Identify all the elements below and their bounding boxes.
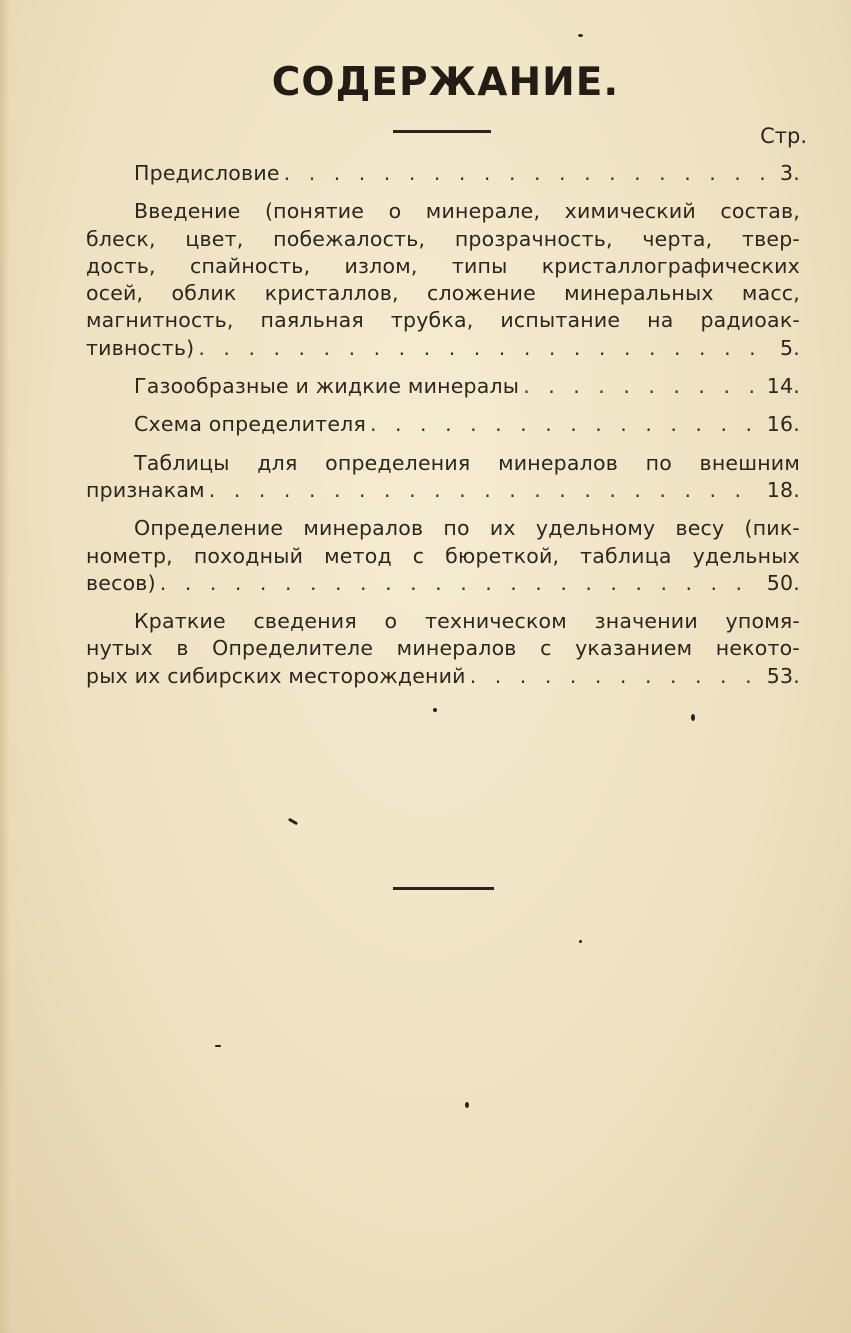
toc-entry[interactable] [86, 198, 800, 362]
dot-leader [284, 160, 764, 187]
table-of-contents [86, 160, 800, 701]
dot-leader [209, 477, 761, 504]
toc-entry[interactable] [86, 160, 800, 187]
toc-entry-text-line: нометр, походный метод с бюреткой, таблица удельных [86, 543, 800, 568]
toc-entry-text-line: дость, спайность, излом, типы кристаллографических [86, 253, 800, 278]
toc-entry-text-line: Определение минералов по их удельному весу (пик- [134, 516, 800, 541]
toc-entry-page: 5. [780, 335, 800, 360]
toc-entry-title: весов) [86, 570, 156, 595]
toc-entry-text-line: нутых в Определителе минералов с указанием некото- [86, 636, 800, 661]
toc-entry-text-line: Введение (понятие о минерале, химический состав, [134, 199, 800, 224]
toc-entry-text-line: осей, облик кристаллов, сложение минеральных масс, [86, 281, 800, 306]
toc-entry[interactable] [86, 450, 800, 505]
toc-entry-text-line: Таблицы для определения минералов по внешним [134, 450, 800, 475]
paper-speck [465, 1102, 469, 1108]
paper-speck [691, 714, 695, 721]
toc-entry-page: 14. [766, 374, 800, 399]
paper-speck [579, 940, 582, 943]
toc-entry-page: 18. [766, 477, 800, 502]
toc-entry-page: 3. [780, 161, 800, 185]
dot-leader [470, 663, 761, 690]
dot-leader [160, 570, 761, 597]
toc-entry-page: 53. [766, 663, 800, 688]
toc-entry[interactable] [86, 373, 800, 400]
page-column-header: Стр. [760, 124, 807, 148]
toc-entry-page: 16. [766, 412, 800, 437]
toc-entry-title: Газообразные и жидкие минералы [134, 374, 520, 399]
toc-entry-title: Схема определителя [134, 412, 366, 437]
closing-rule [393, 887, 494, 890]
toc-entry-title: тивность) [86, 335, 195, 360]
toc-entry-title: признакам [86, 477, 205, 502]
toc-entry[interactable] [86, 411, 800, 438]
page-edge-shadow [0, 0, 10, 1333]
toc-entry[interactable] [86, 608, 800, 690]
toc-entry-text-line: магнитность, паяльная трубка, испытание на радиоак- [86, 308, 800, 333]
toc-entry-page: 50. [766, 570, 800, 595]
toc-entry-title: рых их сибирских месторождений [86, 663, 466, 688]
dot-leader [370, 411, 761, 438]
page-title: СОДЕРЖАНИЕ. [271, 60, 620, 105]
toc-entry[interactable] [86, 515, 800, 597]
paper-speck [578, 34, 583, 37]
paper-fiber [215, 1045, 221, 1047]
toc-entry-text-line: блеск, цвет, побежалость, прозрачность, черта, твер- [86, 226, 800, 251]
paper-speck [433, 708, 437, 712]
toc-entry-title: Предисловие [134, 161, 280, 185]
dot-leader [198, 335, 764, 362]
title-underline [393, 130, 491, 133]
toc-entry-text-line: Краткие сведения о техническом значении упомя- [134, 609, 800, 634]
dot-leader [523, 373, 761, 400]
